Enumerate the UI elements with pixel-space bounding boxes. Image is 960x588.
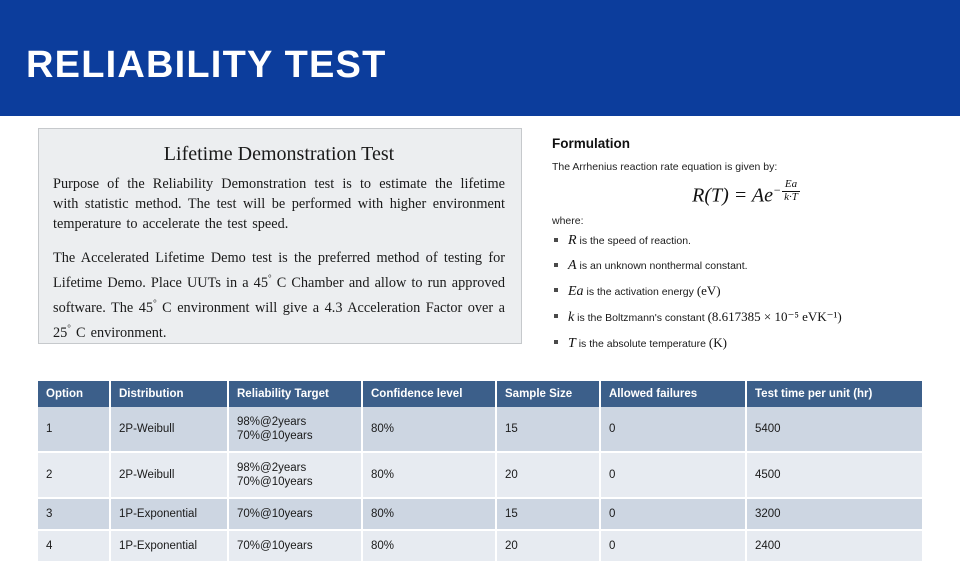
- formulation-title: Formulation: [552, 136, 630, 151]
- symbol-k: k: [568, 310, 575, 326]
- cell-test-time: 4500: [746, 452, 922, 498]
- equation-exponent: [773, 179, 800, 203]
- cell-confidence-level: 80%: [362, 452, 496, 498]
- cell-option: 1: [38, 407, 110, 452]
- cell-option: 2: [38, 452, 110, 498]
- cell-sample-size: 20: [496, 452, 600, 498]
- accel-text-4: C environment.: [75, 324, 167, 341]
- cell-reliability-target: [228, 452, 362, 498]
- exponent-minus: −: [773, 182, 782, 197]
- cell-distribution: 2P-Weibull: [110, 452, 228, 498]
- degree-icon-2: °: [153, 297, 157, 308]
- cell-allowed-failures: 0: [600, 498, 746, 530]
- symbol-t-text: is the absolute temperature: [578, 338, 706, 351]
- cell-option: 3: [38, 498, 110, 530]
- reliability-line-2: 70%@10years: [237, 430, 313, 442]
- equation-lhs: R(T) = Ae: [692, 184, 774, 207]
- reliability-line-1: 98%@2years: [237, 416, 307, 428]
- cell-reliability-target: 70%@10years: [228, 498, 362, 530]
- degree-icon-3: °: [67, 322, 71, 333]
- where-label: where:: [552, 215, 584, 228]
- list-item: [552, 233, 940, 249]
- symbol-ea-unit: (eV): [696, 283, 721, 299]
- list-item: [552, 283, 940, 300]
- symbol-a: A: [568, 258, 577, 274]
- symbol-ea: Ea: [568, 284, 584, 300]
- cell-reliability-target: 70%@10years: [228, 530, 362, 562]
- lifetime-demonstration-panel: [38, 128, 522, 344]
- symbol-r: R: [568, 233, 577, 249]
- cell-sample-size: 20: [496, 530, 600, 562]
- column-header-confidence-level: Confidence level: [362, 381, 496, 407]
- accel-text-2: C Chamber and allow to run approved software. The 45: [53, 274, 505, 316]
- exponent-fraction: [782, 179, 800, 203]
- symbol-a-text: is an unknown nonthermal constant.: [579, 260, 748, 273]
- column-header-allowed-failures: Allowed failures: [600, 381, 746, 407]
- reliability-line-1: 98%@2years: [237, 462, 307, 474]
- cell-test-time: 5400: [746, 407, 922, 452]
- cell-reliability-target: [228, 407, 362, 452]
- column-header-reliability-target: Reliability Target: [228, 381, 362, 407]
- cell-confidence-level: 80%: [362, 407, 496, 452]
- cell-sample-size: 15: [496, 498, 600, 530]
- table-row: [38, 407, 922, 452]
- cell-test-time: 2400: [746, 530, 922, 562]
- accelerated-test-paragraph: [53, 248, 505, 342]
- degree-icon-1: °: [267, 273, 272, 283]
- fraction-numerator: Ea: [782, 179, 800, 192]
- symbol-t-unit: (K): [708, 335, 727, 351]
- fraction-denominator: k·T: [784, 190, 798, 203]
- cell-sample-size: 15: [496, 407, 600, 452]
- formulation-panel: [552, 136, 940, 361]
- symbol-definition-list: [552, 233, 940, 352]
- table-header-row: [38, 381, 922, 407]
- symbol-ea-text: is the activation energy: [586, 286, 694, 299]
- cell-distribution: 1P-Exponential: [110, 530, 228, 562]
- accel-text-3: C environment will give a 4.3 Acceleration Factor over a 25: [53, 299, 505, 341]
- column-header-distribution: Distribution: [110, 381, 228, 407]
- cell-allowed-failures: 0: [600, 452, 746, 498]
- cell-confidence-level: 80%: [362, 498, 496, 530]
- symbol-k-text: is the Boltzmann's constant: [577, 312, 705, 325]
- reliability-line-2: 70%@10years: [237, 476, 313, 488]
- cell-distribution: 1P-Exponential: [110, 498, 228, 530]
- accel-text-1: The Accelerated Lifetime Demo test is the preferred method of testing for Lifetime Demo. Place UUTs in a 45: [53, 250, 505, 291]
- cell-test-time: 3200: [746, 498, 922, 530]
- column-header-sample-size: Sample Size: [496, 381, 600, 407]
- cell-distribution: 2P-Weibull: [110, 407, 228, 452]
- symbol-t: T: [568, 336, 576, 352]
- purpose-paragraph: Purpose of the Reliability Demonstration test is to estimate the lifetime with statistic method. The test will be performed with higher environment temperature to accelerate the test speed.: [53, 176, 505, 232]
- cell-option: 4: [38, 530, 110, 562]
- cell-allowed-failures: 0: [600, 407, 746, 452]
- list-item: [552, 258, 940, 274]
- column-header-test-time: Test time per unit (hr): [746, 381, 922, 407]
- cell-allowed-failures: 0: [600, 530, 746, 562]
- cell-confidence-level: 80%: [362, 530, 496, 562]
- list-item: [552, 309, 940, 326]
- panel-title: Lifetime Demonstration Test: [163, 143, 395, 165]
- page-title: RELIABILITY TEST: [26, 44, 387, 86]
- formulation-lead: The Arrhenius reaction rate equation is given by:: [552, 161, 778, 173]
- column-header-option: Option: [38, 381, 110, 407]
- symbol-k-value: (8.617385 × 10⁻⁵ eVK⁻¹): [707, 309, 842, 325]
- arrhenius-equation: [552, 179, 940, 207]
- table-row: [38, 452, 922, 498]
- header-banner: [0, 0, 960, 116]
- test-options-table: [38, 381, 922, 563]
- list-item: [552, 335, 940, 352]
- table-row: [38, 530, 922, 562]
- table-row: [38, 498, 922, 530]
- symbol-r-text: is the speed of reaction.: [579, 235, 691, 248]
